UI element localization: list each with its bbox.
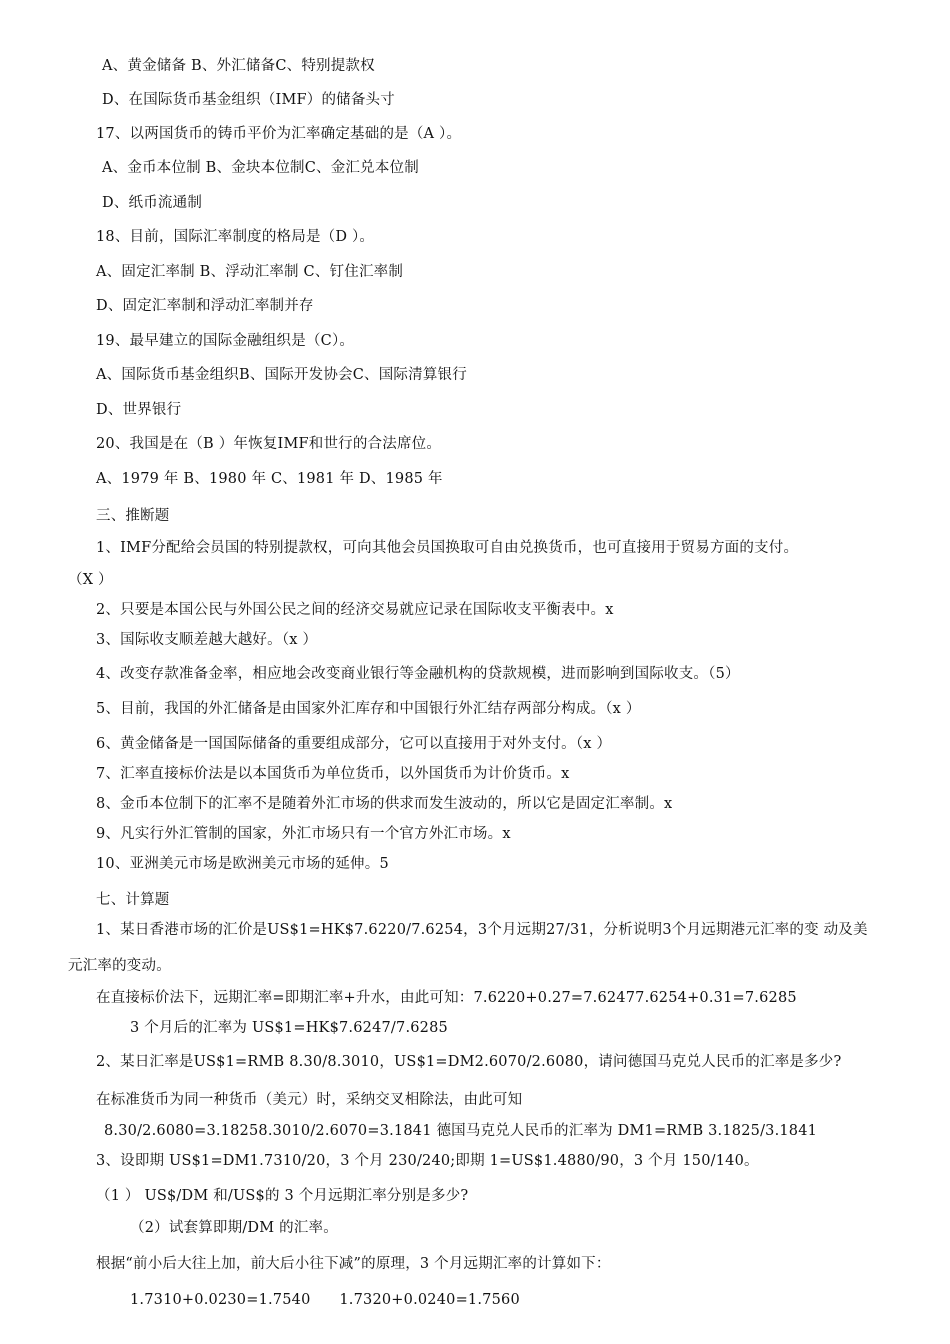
- judgment-3: 3、国际收支顺差越大越好。（x ）: [96, 632, 318, 648]
- calc-answer-3-principle: 根据“前小后大往上加，前大后小往下减”的原理，3 个月远期汇率的计算如下：: [96, 1256, 611, 1272]
- q19-option-d: D、世界银行: [96, 402, 182, 418]
- calc-question-3-part-2: （2）试套算即期/DM 的汇率。: [130, 1220, 338, 1236]
- q18-options-abc: A、固定汇率制 B、浮动汇率制 C、钉住汇率制: [96, 264, 404, 280]
- calc-answer-3-computation: 1.7310+0.0230=1.7540 1.7320+0.0240=1.7560: [130, 1292, 520, 1308]
- q19-options-abc: A、国际货币基金组织B、国际开发协会C、国际清算银行: [96, 367, 467, 383]
- calc-answer-2-method: 在标准货币为同一种货币（美元）时，采纳交叉相除法，由此可知: [96, 1092, 523, 1108]
- calc-question-1-cont: 元汇率的变动。: [68, 958, 171, 974]
- q16-options-abc: A、黄金储备 B、外汇储备C、特别提款权: [102, 58, 375, 74]
- calc-answer-1-step: 在直接标价法下，远期汇率=即期汇率+升水，由此可知：7.6220+0.27=7.62477.6254+0.31=7.6285: [96, 990, 797, 1006]
- judgment-9: 9、凡实行外汇管制的国家，外汇市场只有一个官方外汇市场。x: [96, 826, 511, 842]
- question-20: 20、我国是在（B ）年恢复IMF和世行的合法席位。: [96, 436, 442, 452]
- question-18: 18、目前，国际汇率制度的格局是（D ）。: [96, 229, 375, 245]
- question-17: 17、以两国货币的铸币平价为汇率确定基础的是（A ）。: [96, 126, 462, 142]
- q20-options: A、1979 年 B、1980 年 C、1981 年 D、1985 年: [96, 471, 443, 487]
- judgment-10: 10、亚洲美元市场是欧洲美元市场的延伸。5: [96, 856, 389, 872]
- calc-question-2: 2、某日汇率是US$1=RMB 8.30/8.3010，US$1=DM2.6070/2.6080，请问德国马克兑人民币的汇率是多少?: [96, 1054, 842, 1070]
- q16-option-d: D、在国际货币基金组织（IMF）的储备头寸: [102, 92, 395, 108]
- judgment-2: 2、只要是本国公民与外国公民之间的经济交易就应记录在国际收支平衡表中。x: [96, 602, 614, 618]
- judgment-8: 8、金币本位制下的汇率不是随着外汇市场的供求而发生波动的，所以它是固定汇率制。x: [96, 796, 673, 812]
- section-heading-calculation: 七、计算题: [96, 892, 170, 908]
- judgment-6: 6、黄金储备是一国国际储备的重要组成部分，它可以直接用于对外支付。（x ）: [96, 736, 612, 752]
- calc-question-1: 1、某日香港市场的汇价是US$1=HK$7.6220/7.6254，3个月远期27/31，分析说明3个月远期港元汇率的变 动及美: [96, 922, 868, 938]
- judgment-1-answer: （X ）: [68, 572, 113, 588]
- q17-option-d: D、纸币流通制: [102, 195, 203, 211]
- calc-question-3: 3、设即期 US$1=DM1.7310/20，3 个月 230/240;即期 1=US$1.4880/90，3 个月 150/140。: [96, 1153, 759, 1169]
- judgment-4: 4、改变存款准备金率，相应地会改变商业银行等金融机构的贷款规模，进而影响到国际收支。（5）: [96, 666, 740, 682]
- calc-question-3-part-1: （1 ） US$/DM 和/US$的 3 个月远期汇率分别是多少?: [96, 1188, 469, 1204]
- q18-option-d: D、固定汇率制和浮动汇率制并存: [96, 298, 314, 314]
- judgment-1: 1、IMF分配给会员国的特别提款权，可向其他会员国换取可自由兑换货币，也可直接用于贸易方面的支付。: [96, 540, 799, 556]
- judgment-5: 5、目前，我国的外汇储备是由国家外汇库存和中国银行外汇结存两部分构成。（x ）: [96, 701, 641, 717]
- calc-answer-1-result: 3 个月后的汇率为 US$1=HK$7.6247/7.6285: [130, 1020, 448, 1036]
- judgment-7: 7、汇率直接标价法是以本国货币为单位货币，以外国货币为计价货币。x: [96, 766, 570, 782]
- question-19: 19、最早建立的国际金融组织是（C）。: [96, 333, 355, 349]
- q17-options-abc: A、金币本位制 B、金块本位制C、金汇兑本位制: [102, 160, 419, 176]
- calc-answer-2-result: 8.30/2.6080=3.18258.3010/2.6070=3.1841 德国马克兑人民币的汇率为 DM1=RMB 3.1825/3.1841: [104, 1123, 818, 1139]
- section-heading-judgment: 三、推断题: [96, 508, 170, 524]
